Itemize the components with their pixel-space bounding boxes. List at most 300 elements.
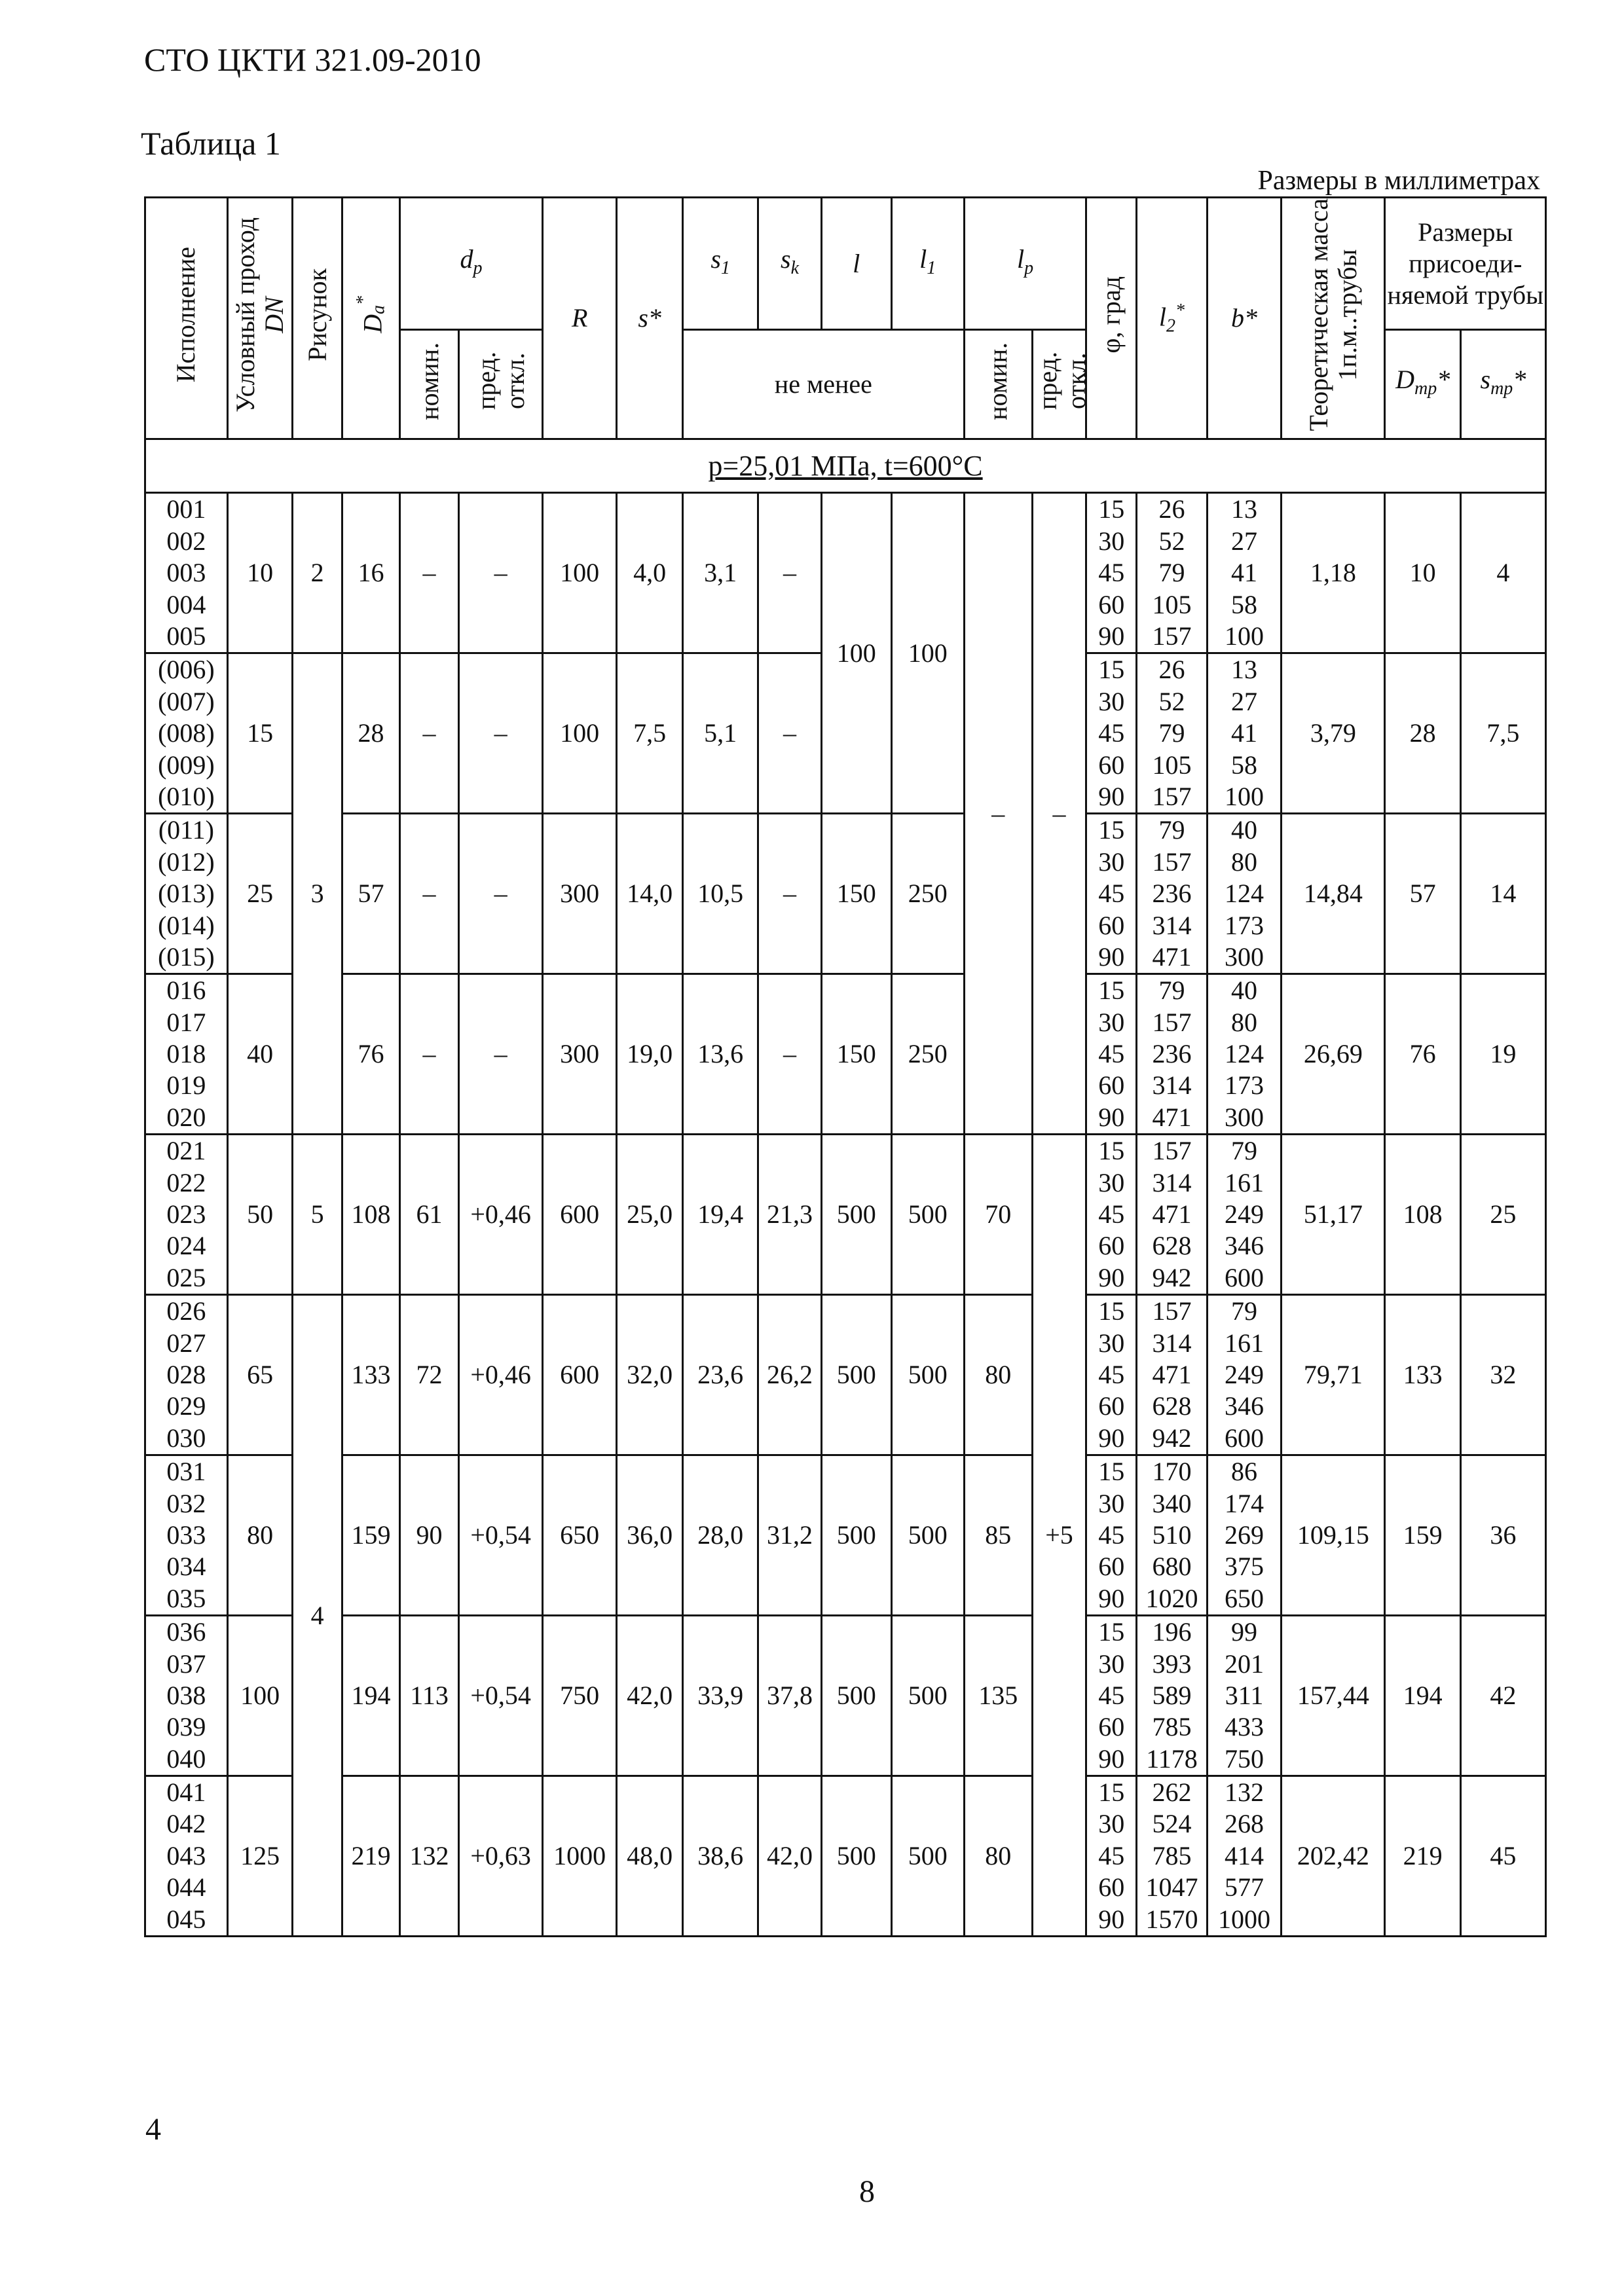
- cell-dn: 80: [227, 1455, 293, 1616]
- cell-b: [1207, 1776, 1281, 1937]
- cell-mass: 26,69: [1282, 974, 1385, 1135]
- cell-b-line: 750: [1225, 1743, 1264, 1774]
- cell-da: 219: [342, 1776, 399, 1937]
- cell-l2-line: 1178: [1146, 1743, 1198, 1774]
- cell-phi-line: 30: [1098, 1649, 1125, 1679]
- th-s1: $s_1$: [682, 198, 758, 330]
- th-dp-pred: пред. откл.: [459, 330, 543, 439]
- cell-b-line: 100: [1225, 621, 1264, 651]
- cell-phi-line: 15: [1098, 1296, 1125, 1326]
- cell-codes-line: 016: [166, 975, 206, 1006]
- cell-codes-line: 039: [166, 1712, 206, 1742]
- cell-str: 7,5: [1460, 653, 1545, 814]
- cell-b-line: 600: [1225, 1423, 1264, 1453]
- cell-dtr: 194: [1385, 1616, 1460, 1776]
- cell-l2-line: 942: [1152, 1262, 1192, 1292]
- cell-phi-line: 15: [1098, 975, 1125, 1006]
- cell-codes-line: 030: [166, 1423, 206, 1453]
- cell-figure: 4: [293, 1295, 342, 1937]
- cell-b: [1207, 1455, 1281, 1616]
- table-row: [145, 1455, 1546, 1616]
- cell-codes: [145, 493, 228, 653]
- cell-s1: 23,6: [682, 1295, 758, 1455]
- cell-codes: [145, 653, 228, 814]
- cell-dn: 65: [227, 1295, 293, 1455]
- cell-codes: [145, 1295, 228, 1455]
- cell-lp-nomin: 80: [964, 1295, 1032, 1455]
- table-row: [145, 814, 1546, 974]
- cell-codes-line: 035: [166, 1583, 206, 1613]
- cell-b-line: 433: [1225, 1712, 1264, 1742]
- cell-mass: 79,71: [1282, 1295, 1385, 1455]
- cell-dtr: 108: [1385, 1135, 1460, 1295]
- cell-phi: [1086, 493, 1137, 653]
- cell-mass: 3,79: [1282, 653, 1385, 814]
- cell-dp-nomin: 72: [399, 1295, 458, 1455]
- cell-l2-line: 628: [1152, 1391, 1192, 1421]
- cell-l1: 250: [891, 814, 964, 974]
- cell-b-line: 41: [1231, 558, 1258, 588]
- cell-da: 16: [342, 493, 399, 653]
- cell-phi-line: 15: [1098, 1777, 1125, 1808]
- cell-phi-line: 15: [1098, 1617, 1125, 1647]
- cell-s1: 28,0: [682, 1455, 758, 1616]
- cell-sk: 31,2: [758, 1455, 821, 1616]
- cell-phi-line: 45: [1098, 718, 1125, 748]
- cell-sk: –: [758, 974, 821, 1135]
- cell-b-line: 161: [1225, 1167, 1264, 1197]
- cell-codes-line: 018: [166, 1039, 206, 1069]
- cell-s1: 10,5: [682, 814, 758, 974]
- cell-phi-line: 15: [1098, 1136, 1125, 1166]
- cell-b-line: 1000: [1218, 1904, 1271, 1934]
- cell-codes-line: 003: [166, 558, 206, 588]
- cell-dn: 50: [227, 1135, 293, 1295]
- th-dn: Условный проход DN: [227, 198, 293, 439]
- cell-l2-line: 785: [1152, 1840, 1192, 1870]
- cell-s1: 5,1: [682, 653, 758, 814]
- cell-phi-line: 60: [1098, 750, 1125, 780]
- th-l1: $l_1$: [891, 198, 964, 330]
- th-dtr: $D_{mp}*$: [1385, 330, 1460, 439]
- cell-l2-line: 105: [1152, 589, 1192, 619]
- cell-b-line: 414: [1225, 1840, 1264, 1870]
- cell-l2: [1136, 1295, 1207, 1455]
- cell-b-line: 311: [1225, 1680, 1264, 1710]
- cell-s: 42,0: [617, 1616, 683, 1776]
- cell-b-line: 80: [1231, 847, 1258, 877]
- table-row: [145, 1295, 1546, 1455]
- cell-r: 100: [543, 493, 617, 653]
- cell-dp-nomin: –: [399, 974, 458, 1135]
- page-number-left: 4: [145, 2112, 161, 2147]
- cell-b: [1207, 974, 1281, 1135]
- cell-l2-line: 471: [1152, 941, 1192, 972]
- th-lp-pred: пред. откл.: [1032, 330, 1086, 439]
- cell-da: 108: [342, 1135, 399, 1295]
- cell-phi-line: 60: [1098, 1872, 1125, 1903]
- th-b: b*: [1207, 198, 1281, 439]
- cell-s: 4,0: [617, 493, 683, 653]
- cell-codes: [145, 1135, 228, 1295]
- cell-s: 19,0: [617, 974, 683, 1135]
- cell-codes-line: 020: [166, 1102, 206, 1132]
- cell-dp-nomin: 113: [399, 1616, 458, 1776]
- cell-l2-line: 170: [1152, 1457, 1192, 1487]
- cell-codes-line: 004: [166, 589, 206, 619]
- cell-dp-nomin: 132: [399, 1776, 458, 1937]
- cell-b-line: 41: [1231, 718, 1258, 748]
- cell-dn: 100: [227, 1616, 293, 1776]
- cell-b-line: 27: [1231, 686, 1258, 716]
- cell-codes-line: 026: [166, 1296, 206, 1326]
- cell-l1: 250: [891, 974, 964, 1135]
- cell-l2-line: 471: [1152, 1102, 1192, 1132]
- cell-l2-line: 157: [1152, 847, 1192, 877]
- cell-s: 7,5: [617, 653, 683, 814]
- cell-l2-line: 52: [1158, 526, 1185, 556]
- cell-r: 300: [543, 974, 617, 1135]
- cell-s1: 13,6: [682, 974, 758, 1135]
- cell-da: 57: [342, 814, 399, 974]
- cell-phi-line: 60: [1098, 1552, 1125, 1582]
- cell-phi-line: 90: [1098, 621, 1125, 651]
- cell-b-line: 79: [1231, 1296, 1258, 1326]
- cell-phi-line: 90: [1098, 1904, 1125, 1934]
- cell-phi-line: 30: [1098, 847, 1125, 877]
- cell-l2: [1136, 1455, 1207, 1616]
- cell-b-line: 13: [1231, 494, 1258, 524]
- cell-codes-line: 034: [166, 1552, 206, 1582]
- cell-lp-nomin: –: [964, 493, 1032, 1135]
- th-r: R: [543, 198, 617, 439]
- cell-dp-nomin: 61: [399, 1135, 458, 1295]
- cell-b-line: 124: [1225, 879, 1264, 909]
- cell-codes: [145, 1455, 228, 1616]
- cell-codes-line: 037: [166, 1649, 206, 1679]
- cell-phi-line: 45: [1098, 1199, 1125, 1230]
- cell-l1: 500: [891, 1616, 964, 1776]
- cell-codes-line: 005: [166, 621, 206, 651]
- units-note: Размеры в миллиметрах: [1257, 166, 1540, 196]
- cell-l2-line: 52: [1158, 686, 1185, 716]
- cell-phi-line: 30: [1098, 686, 1125, 716]
- cell-lp-nomin: 80: [964, 1776, 1032, 1937]
- cell-dn: 40: [227, 974, 293, 1135]
- cell-l2: [1136, 974, 1207, 1135]
- th-phi: φ, град: [1086, 198, 1137, 439]
- cell-phi-line: 60: [1098, 910, 1125, 940]
- cell-b-line: 650: [1225, 1583, 1264, 1613]
- cell-phi-line: 30: [1098, 1328, 1125, 1358]
- cell-l2-line: 628: [1152, 1231, 1192, 1261]
- cell-sk: 26,2: [758, 1295, 821, 1455]
- cell-codes: [145, 1776, 228, 1937]
- cell-codes-line: (007): [158, 686, 215, 716]
- cell-phi: [1086, 1455, 1137, 1616]
- cell-sk: 37,8: [758, 1616, 821, 1776]
- cell-l2-line: 393: [1152, 1649, 1192, 1679]
- cell-l: 150: [821, 814, 891, 974]
- cell-codes-line: 028: [166, 1360, 206, 1389]
- cell-codes-line: (011): [158, 815, 214, 845]
- cell-b-line: 27: [1231, 526, 1258, 556]
- th-dp-nomin: номин.: [399, 330, 458, 439]
- cell-codes-line: (014): [158, 910, 215, 940]
- cell-l2-line: 942: [1152, 1423, 1192, 1453]
- cell-r: 1000: [543, 1776, 617, 1937]
- cell-l1: 500: [891, 1455, 964, 1616]
- cell-l2-line: 680: [1152, 1552, 1192, 1582]
- cell-codes-line: 045: [166, 1904, 206, 1934]
- table-row: [145, 1776, 1546, 1937]
- cell-l2-line: 471: [1152, 1199, 1192, 1230]
- th-lp: $l_p$: [964, 198, 1086, 330]
- cell-l2-line: 26: [1158, 655, 1185, 685]
- cell-figure: 3: [293, 653, 342, 1135]
- cell-l2-line: 314: [1152, 1167, 1192, 1197]
- cell-codes-line: 017: [166, 1007, 206, 1037]
- cell-dn: 125: [227, 1776, 293, 1937]
- cell-figure: 2: [293, 493, 342, 653]
- condition-row: p=25,01 МПа, t=600°C: [145, 439, 1546, 493]
- cell-str: 32: [1460, 1295, 1545, 1455]
- cell-dp-tol: –: [459, 974, 543, 1135]
- cell-str: 42: [1460, 1616, 1545, 1776]
- cell-b-line: 58: [1231, 750, 1258, 780]
- cell-l2: [1136, 814, 1207, 974]
- cell-da: 28: [342, 653, 399, 814]
- cell-codes-line: 027: [166, 1328, 206, 1358]
- cell-l2-line: 314: [1152, 1328, 1192, 1358]
- cell-str: 14: [1460, 814, 1545, 974]
- cell-str: 25: [1460, 1135, 1545, 1295]
- cell-str: 45: [1460, 1776, 1545, 1937]
- th-da: $D_a^*$: [342, 198, 399, 439]
- cell-codes: [145, 974, 228, 1135]
- cell-phi-line: 15: [1098, 655, 1125, 685]
- cell-b-line: 375: [1225, 1552, 1264, 1582]
- cell-l2-line: 340: [1152, 1488, 1192, 1518]
- cell-b-line: 269: [1225, 1520, 1264, 1550]
- cell-s: 25,0: [617, 1135, 683, 1295]
- cell-l: 500: [821, 1455, 891, 1616]
- table-header: [145, 198, 1546, 493]
- cell-phi-line: 60: [1098, 1712, 1125, 1742]
- cell-da: 133: [342, 1295, 399, 1455]
- cell-l2: [1136, 1616, 1207, 1776]
- cell-b-line: 86: [1231, 1457, 1258, 1487]
- cell-b: [1207, 653, 1281, 814]
- table-row: [145, 493, 1546, 653]
- cell-codes-line: 043: [166, 1840, 206, 1870]
- cell-phi-line: 90: [1098, 1262, 1125, 1292]
- cell-phi-line: 60: [1098, 1070, 1125, 1101]
- cell-codes-line: 033: [166, 1520, 206, 1550]
- cell-b-line: 100: [1225, 781, 1264, 811]
- cell-phi-line: 30: [1098, 1007, 1125, 1037]
- cell-dtr: 10: [1385, 493, 1460, 653]
- cell-phi-line: 90: [1098, 1423, 1125, 1453]
- cell-b-line: 300: [1225, 941, 1264, 972]
- cell-b-line: 201: [1225, 1649, 1264, 1679]
- cell-b-line: 132: [1225, 1777, 1264, 1808]
- cell-codes-line: 032: [166, 1488, 206, 1518]
- cell-b: [1207, 1616, 1281, 1776]
- th-risunok: Рисунок: [293, 198, 342, 439]
- cell-dtr: 219: [1385, 1776, 1460, 1937]
- cell-str: 36: [1460, 1455, 1545, 1616]
- cell-codes-line: (012): [158, 847, 215, 877]
- th-pipe: Размеры присоеди-няемой трубы: [1385, 198, 1546, 330]
- cell-phi: [1086, 814, 1137, 974]
- cell-codes-line: 025: [166, 1262, 206, 1292]
- th-dp: $d_p$: [399, 198, 542, 330]
- table-row: [145, 1135, 1546, 1295]
- cell-l2-line: 157: [1152, 781, 1192, 811]
- cell-r: 650: [543, 1455, 617, 1616]
- cell-dp-nomin: –: [399, 493, 458, 653]
- cell-l2-line: 196: [1152, 1617, 1192, 1647]
- cell-b: [1207, 814, 1281, 974]
- cell-l: 500: [821, 1776, 891, 1937]
- cell-phi-line: 15: [1098, 815, 1125, 845]
- cell-codes-line: 040: [166, 1743, 206, 1774]
- cell-s: 32,0: [617, 1295, 683, 1455]
- cell-b: [1207, 1295, 1281, 1455]
- cell-l2-line: 236: [1152, 1039, 1192, 1069]
- cell-phi: [1086, 1295, 1137, 1455]
- cell-dp-nomin: –: [399, 653, 458, 814]
- cell-l2-line: 26: [1158, 494, 1185, 524]
- cell-phi-line: 45: [1098, 1840, 1125, 1870]
- cell-dn: 10: [227, 493, 293, 653]
- cell-s1: 33,9: [682, 1616, 758, 1776]
- cell-dtr: 28: [1385, 653, 1460, 814]
- cell-phi-line: 15: [1098, 494, 1125, 524]
- cell-r: 600: [543, 1135, 617, 1295]
- cell-l1: 100: [891, 493, 964, 814]
- th-l: l: [821, 198, 891, 330]
- cell-phi-line: 30: [1098, 526, 1125, 556]
- cell-codes-line: 023: [166, 1199, 206, 1230]
- cell-phi-line: 90: [1098, 1583, 1125, 1613]
- cell-lp-nomin: 70: [964, 1135, 1032, 1295]
- cell-phi: [1086, 653, 1137, 814]
- cell-l2-line: 1570: [1145, 1904, 1198, 1934]
- cell-r: 100: [543, 653, 617, 814]
- cell-sk: –: [758, 653, 821, 814]
- document-header: СТО ЦКТИ 321.09-2010: [144, 41, 481, 78]
- cell-b-line: 40: [1231, 815, 1258, 845]
- cell-phi-line: 90: [1098, 1102, 1125, 1132]
- cell-b: [1207, 1135, 1281, 1295]
- cell-l2-line: 314: [1152, 910, 1192, 940]
- cell-b-line: 249: [1225, 1199, 1264, 1230]
- cell-codes-line: 024: [166, 1231, 206, 1261]
- page-number-center: 8: [859, 2174, 875, 2209]
- table-row: [145, 1616, 1546, 1776]
- cell-l: 500: [821, 1295, 891, 1455]
- cell-l: 500: [821, 1616, 891, 1776]
- cell-l2-line: 79: [1158, 815, 1185, 845]
- cell-l2-line: 785: [1152, 1712, 1192, 1742]
- cell-dp-tol: +0,46: [459, 1135, 543, 1295]
- cell-dp-tol: –: [459, 653, 543, 814]
- cell-codes-line: 038: [166, 1680, 206, 1710]
- cell-dp-tol: +0,54: [459, 1616, 543, 1776]
- th-lp-nomin: номин.: [964, 330, 1032, 439]
- cell-codes-line: 002: [166, 526, 206, 556]
- cell-l2-line: 157: [1152, 1296, 1192, 1326]
- cell-phi: [1086, 1135, 1137, 1295]
- cell-mass: 51,17: [1282, 1135, 1385, 1295]
- cell-b-line: 577: [1225, 1872, 1264, 1903]
- cell-phi-line: 30: [1098, 1488, 1125, 1518]
- cell-codes-line: (008): [158, 718, 215, 748]
- cell-l2-line: 524: [1152, 1809, 1192, 1839]
- cell-sk: –: [758, 814, 821, 974]
- cell-phi-line: 30: [1098, 1167, 1125, 1197]
- cell-dp-tol: –: [459, 493, 543, 653]
- cell-l: 100: [821, 493, 891, 814]
- cell-l2-line: 1047: [1145, 1872, 1198, 1903]
- cell-phi-line: 30: [1098, 1809, 1125, 1839]
- cell-s1: 19,4: [682, 1135, 758, 1295]
- th-str: $s_{mp}*$: [1460, 330, 1545, 439]
- cell-b-line: 124: [1225, 1039, 1264, 1069]
- cell-dp-nomin: 90: [399, 1455, 458, 1616]
- cell-codes-line: 041: [166, 1777, 206, 1808]
- cell-l2-line: 471: [1152, 1360, 1192, 1389]
- cell-dtr: 57: [1385, 814, 1460, 974]
- cell-l2: [1136, 1135, 1207, 1295]
- cell-phi-line: 60: [1098, 1391, 1125, 1421]
- cell-b-line: 13: [1231, 655, 1258, 685]
- cell-phi-line: 60: [1098, 1231, 1125, 1261]
- cell-l2-line: 79: [1158, 558, 1185, 588]
- cell-s1: 38,6: [682, 1776, 758, 1937]
- cell-str: 4: [1460, 493, 1545, 653]
- cell-b-line: 173: [1225, 910, 1264, 940]
- cell-dn: 25: [227, 814, 293, 974]
- cell-dp-tol: +0,63: [459, 1776, 543, 1937]
- th-sk: $s_k$: [758, 198, 821, 330]
- cell-l2-line: 262: [1152, 1777, 1192, 1808]
- cell-l: 500: [821, 1135, 891, 1295]
- cell-lp-nomin: 135: [964, 1616, 1032, 1776]
- cell-b-line: 174: [1225, 1488, 1264, 1518]
- th-l2: $l_2^*$: [1136, 198, 1207, 439]
- cell-b-line: 80: [1231, 1007, 1258, 1037]
- cell-dtr: 159: [1385, 1455, 1460, 1616]
- cell-phi-line: 45: [1098, 558, 1125, 588]
- cell-codes-line: (006): [158, 655, 215, 685]
- cell-l2-line: 157: [1152, 621, 1192, 651]
- cell-l2-line: 314: [1152, 1070, 1192, 1101]
- cell-da: 159: [342, 1455, 399, 1616]
- cell-l2-line: 510: [1152, 1520, 1192, 1550]
- cell-codes-line: 029: [166, 1391, 206, 1421]
- table-row: [145, 974, 1546, 1135]
- cell-figure: 5: [293, 1135, 342, 1295]
- cell-mass: 14,84: [1282, 814, 1385, 974]
- cell-l1: 500: [891, 1135, 964, 1295]
- th-ispolnenie: Исполнение: [145, 198, 228, 439]
- cell-b-line: 161: [1225, 1328, 1264, 1358]
- cell-phi-line: 90: [1098, 781, 1125, 811]
- cell-r: 300: [543, 814, 617, 974]
